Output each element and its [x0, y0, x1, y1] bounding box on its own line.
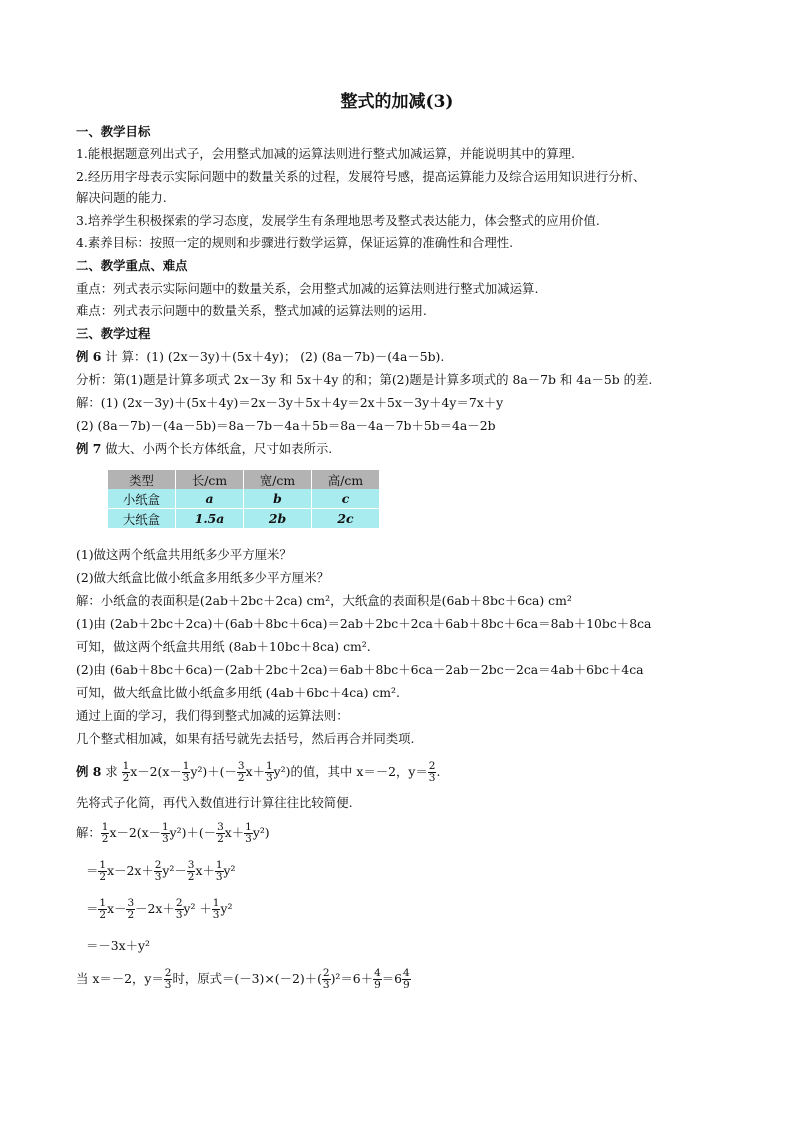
numerator: 2 — [175, 897, 183, 909]
example-8-text: . — [436, 764, 441, 779]
numerator: 2 — [428, 760, 436, 772]
numerator: 2 — [164, 967, 172, 979]
step-text: y²)＋(－ — [169, 825, 217, 840]
fraction — [122, 761, 131, 784]
box-size-table — [108, 470, 379, 528]
goal-item: 4.素养目标：按照一定的规则和步骤进行数学运算，保证运算的准确性和合理性. — [76, 235, 514, 250]
example-7-text: 做大、小两个长方体纸盒，尺寸如表所示. — [101, 441, 333, 456]
denominator: 2 — [187, 871, 195, 883]
step-text: x－ — [107, 901, 127, 916]
solution-label: 解： — [76, 825, 101, 840]
denominator: 3 — [164, 979, 172, 991]
fraction — [98, 860, 107, 883]
example-8-hint: 先将式子化简，再代入数值进行计算往往比较简便. — [76, 795, 353, 810]
denominator: 2 — [217, 833, 224, 845]
table-row — [108, 509, 379, 529]
step-text: y²) — [252, 825, 270, 840]
numerator: 4 — [403, 967, 410, 979]
example-7-solution: 可知，做这两个纸盒共用纸 (8ab＋10bc＋8ca) cm². — [76, 639, 371, 654]
example-7-solution: 可知，做大纸盒比做小纸盒多用纸 (4ab＋6bc＋4ca) cm². — [76, 685, 400, 700]
keypoint-item: 重点：列式表示实际问题中的数量关系，会用整式加减的运算法则进行整式加减运算. — [76, 281, 539, 296]
example-7-q2: (2)做大纸盒比做小纸盒多用纸多少平方厘米？ — [76, 570, 329, 585]
page-title: 整式的加减(3) — [340, 92, 454, 112]
fraction — [126, 898, 135, 921]
numerator: 1 — [161, 821, 169, 833]
numerator: 3 — [217, 821, 224, 833]
table-cell: c — [312, 489, 380, 509]
denominator: 3 — [161, 833, 169, 845]
example-8-text: x－2(x－ — [130, 764, 182, 779]
goal-item: 2.经历用字母表示实际问题中的数量关系的过程，发展符号感，提高运算能力及综合运用知识进行分析、 — [76, 169, 646, 184]
numerator: 1 — [212, 897, 220, 909]
denominator: 2 — [122, 772, 130, 784]
example-8-final — [76, 968, 754, 991]
step-text: y² ＋ — [183, 901, 212, 916]
denominator: 3 — [428, 772, 436, 784]
example-7-label: 例 7 — [76, 441, 102, 456]
fraction — [322, 968, 331, 991]
denominator: 9 — [403, 979, 410, 991]
denominator: 3 — [215, 871, 223, 883]
goal-item: 3.培养学生积极探索的学习态度，发展学生有条理地思考及整式表达能力，体会整式的应用价值. — [76, 213, 600, 228]
step-text: 当 x＝－2，y＝ — [76, 971, 164, 986]
denominator: 2 — [99, 909, 107, 921]
denominator: 3 — [212, 909, 220, 921]
numerator: 2 — [322, 967, 330, 979]
example-7-question — [76, 441, 754, 457]
example-8-step-1 — [76, 822, 754, 845]
step-text: x－2(x－ — [109, 825, 161, 840]
numerator: 1 — [122, 760, 130, 772]
step-text: y²－ — [162, 863, 187, 878]
table-cell: a — [176, 489, 244, 509]
example-7-solution: (2)由 (6ab＋8bc＋6ca)－(2ab＋2bc＋2ca)＝6ab＋8bc＋6ca－2ab－2bc－2ca＝4ab＋6bc＋4ca — [76, 662, 644, 677]
step-text: y² — [220, 901, 233, 916]
step-text: 时，原式＝(－3)×(－2)＋( — [172, 971, 322, 986]
denominator: 3 — [154, 871, 162, 883]
numerator: 1 — [99, 897, 107, 909]
fraction — [373, 968, 382, 991]
example-8-question — [76, 761, 754, 784]
table-cell: 小纸盒 — [108, 489, 176, 509]
example-7-solution: (1)由 (2ab＋2bc＋2ca)＋(6ab＋8bc＋6ca)＝2ab＋2bc＋2ca＋6ab＋8bc＋6ca＝8ab＋10bc＋8ca — [76, 616, 652, 631]
example-6-solution-2: (2) (8a－7b)－(4a－5b)＝8a－7b－4a＋5b＝8a－4a－7b＋5b＝4a－2b — [76, 418, 496, 433]
table-header-cell: 类型 — [108, 470, 176, 489]
step-text: －2x＋ — [135, 901, 175, 916]
step-text: x＋ — [224, 825, 245, 840]
denominator: 3 — [182, 772, 190, 784]
denominator: 9 — [374, 979, 381, 991]
numerator: 1 — [182, 760, 190, 772]
table-header-row — [108, 470, 379, 489]
example-8-step-2 — [86, 860, 754, 883]
table-header-cell: 高/cm — [312, 470, 380, 489]
numerator: 2 — [154, 859, 162, 871]
step-text: ＝6 — [381, 971, 403, 986]
table-cell: 大纸盒 — [108, 509, 176, 529]
step-text: x－2x＋ — [107, 863, 154, 878]
goal-item: 解决问题的能力. — [76, 190, 167, 205]
numerator: 4 — [374, 967, 381, 979]
numerator: 3 — [237, 760, 245, 772]
fraction — [265, 761, 274, 784]
numerator: 1 — [265, 760, 273, 772]
fraction — [98, 898, 107, 921]
example-7-q1: (1)做这两个纸盒共用纸多少平方厘米？ — [76, 547, 292, 562]
rule-intro: 通过上面的学习，我们得到整式加减的运算法则： — [76, 708, 349, 723]
denominator: 2 — [101, 833, 109, 845]
example-8-step-4: ＝－3x＋y² — [86, 938, 151, 953]
step-text: y² — [223, 863, 236, 878]
table-header-cell: 长/cm — [176, 470, 244, 489]
fraction — [244, 822, 253, 845]
step-text: ＝ — [86, 863, 99, 878]
numerator: 3 — [127, 897, 135, 909]
fraction — [161, 822, 170, 845]
numerator: 1 — [99, 859, 107, 871]
example-8-step-3 — [86, 898, 754, 921]
denominator: 3 — [245, 833, 252, 845]
fraction — [215, 860, 224, 883]
numerator: 3 — [187, 859, 195, 871]
denominator: 3 — [175, 909, 183, 921]
denominator: 3 — [265, 772, 273, 784]
example-8-text: y²)＋(－ — [190, 764, 237, 779]
table-row — [108, 489, 379, 509]
example-6-analysis: 分析：第(1)题是计算多项式 2x－3y 和 5x＋4y 的和；第(2)题是计算多项式的 8a－7b 和 4a－5b 的差. — [76, 372, 653, 387]
table-header-cell: 宽/cm — [244, 470, 312, 489]
rule-statement: 几个整式相加减，如果有括号就先去括号，然后再合并同类项. — [76, 731, 415, 746]
section-heading-keypoints: 二、教学重点、难点 — [76, 258, 188, 273]
example-7-solution: 解：小纸盒的表面积是(2ab＋2bc＋2ca) cm²，大纸盒的表面积是(6ab＋8bc＋6ca) cm² — [76, 593, 572, 608]
table-cell: 2b — [244, 509, 312, 529]
denominator: 2 — [99, 871, 107, 883]
table-cell: 1.5a — [176, 509, 244, 529]
fraction — [216, 822, 225, 845]
denominator: 2 — [127, 909, 135, 921]
numerator: 1 — [245, 821, 252, 833]
goal-item: 1.能根据题意列出式子，会用整式加减的运算法则进行整式加减运算，并能说明其中的算理. — [76, 146, 575, 161]
step-text: ＝ — [86, 901, 99, 916]
section-heading-goals: 一、教学目标 — [76, 124, 151, 139]
fraction — [402, 968, 411, 991]
table-cell: 2c — [312, 509, 380, 529]
numerator: 1 — [215, 859, 223, 871]
fraction — [175, 898, 184, 921]
example-6-question — [76, 349, 754, 365]
example-6-label: 例 6 — [76, 349, 102, 364]
keypoint-item: 难点：列式表示问题中的数量关系，整式加减的运算法则的运用. — [76, 303, 427, 318]
example-6-solution-1: 解：(1) (2x－3y)＋(5x＋4y)＝2x－3y＋5x＋4y＝2x＋5x－3y＋4y＝7x＋y — [76, 395, 504, 410]
example-6-text: 计 算：(1) (2x－3y)＋(5x＋4y)； (2) (8a－7b)－(4a－5b). — [101, 349, 445, 364]
denominator: 2 — [237, 772, 245, 784]
example-8-label: 例 8 — [76, 764, 102, 779]
step-text: x＋ — [195, 863, 215, 878]
table-cell: b — [244, 489, 312, 509]
numerator: 1 — [101, 821, 109, 833]
example-8-text: x＋ — [245, 764, 265, 779]
example-8-text: 求 — [101, 764, 122, 779]
denominator: 3 — [322, 979, 330, 991]
example-8-text: y²)的值，其中 x＝－2，y＝ — [273, 764, 428, 779]
section-heading-process: 三、教学过程 — [76, 326, 151, 341]
fraction — [237, 761, 246, 784]
step-text: )²＝6＋ — [330, 971, 374, 986]
